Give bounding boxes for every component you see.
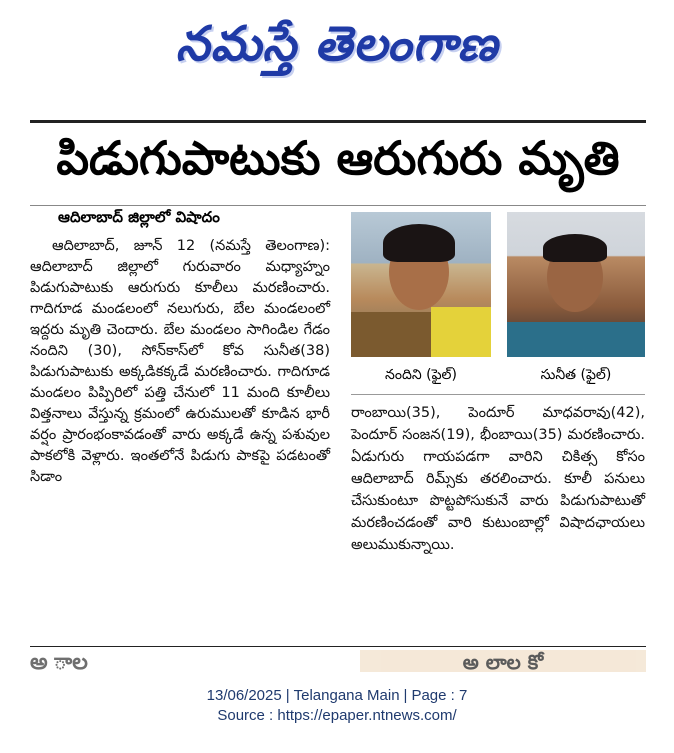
article-body-right: రాంబాయి(35), పెందూర్ మాధవరావు(42), పెందూర్ సంజన(19), భీంబాయి(35) మరణించారు. ఏడుగురు గాయపడగా వారిని చికిత్స కోసం ఆదిలాబాద్ రిమ్స్‌కు తరలించారు. కూలీ పనులు చేసుకుంటూ పొట్టపోసుకునే వారు పిడుగుపాటుతో మరణించడంతో వారి కుటుంబాల్లో విషాదఛాయలు అలుముకున్నాయి. <box>351 405 645 553</box>
bottom-rule <box>30 646 646 647</box>
article-column-left <box>30 236 330 644</box>
photo-figure-saree <box>431 307 491 357</box>
top-rule <box>30 120 646 123</box>
footer-edition: Telangana Main <box>293 687 400 704</box>
photo-caption-sunitha: సునీత (ఫైల్) <box>540 366 612 383</box>
next-article-fragment-left: అ ాల <box>30 650 88 672</box>
newspaper-logo: నమస్తే తెలంగాణ <box>175 16 499 72</box>
next-article-fragment-right: అ లాల కో <box>360 650 646 672</box>
page-footer <box>0 686 674 736</box>
photo-figure-hair <box>383 224 455 262</box>
article-subhead: ఆదిలాబాద్ జిల్లాలో విషాదం <box>58 208 220 226</box>
photo-figure-clothing <box>351 312 431 357</box>
photo-figure-hair <box>543 234 607 262</box>
article-body-left: ఆదిలాబాద్, జూన్ 12 (నమస్తే తెలంగాణ): ఆదిలాబాద్ జిల్లాలో గురువారం మధ్యాహ్నం పిడుగుపాటుకు ఆరుగురు కూలీలు మరణించారు. గాదిగూడ మండలంలో నలుగురు, బేల మండలంలో ఇద్దరు మృతి చెందారు. బేల మండలం సాగిండిల గేడం నందిని (30), సోన్‌కాస్‌లో కోవ సునీత(38) పిడుగుపాటుకు అక్కడికక్కడే మరణించారు. గాదిగూడ మండలం పిప్పిరిలో పత్తి చేనులో 11 మంది కూలీలు విత్తనాలు వేస్తున్న క్రమంలో ఉరుములతో కూడిన భారీ వర్షం ప్రారంభంకావడంతో వారు అక్కడే ఉన్న పశువుల పాకలోకి వెళ్లారు. ఇంతలోనే పిడుగు పాకపై పడటంతో సిడాం <box>30 238 330 485</box>
photo-sunitha <box>507 212 645 357</box>
headline-divider <box>30 205 646 206</box>
photo-nandini <box>351 212 491 357</box>
article-column-right <box>351 402 645 622</box>
masthead <box>0 0 674 100</box>
footer-page: Page : 7 <box>411 687 468 704</box>
footer-meta-line: 13/06/2025 | Telangana Main | Page : 7 <box>206 687 468 704</box>
footer-date: 13/06/2025 <box>206 687 282 704</box>
footer-source[interactable]: Source : https://epaper.ntnews.com/ <box>217 707 457 724</box>
caption-divider <box>351 394 645 395</box>
article-headline: పిడుగుపాటుకు ఆరుగురు మృతి <box>56 131 620 185</box>
photo-caption-nandini: నందిని (ఫైల్) <box>385 366 457 383</box>
photo-figure-saree <box>507 322 645 357</box>
